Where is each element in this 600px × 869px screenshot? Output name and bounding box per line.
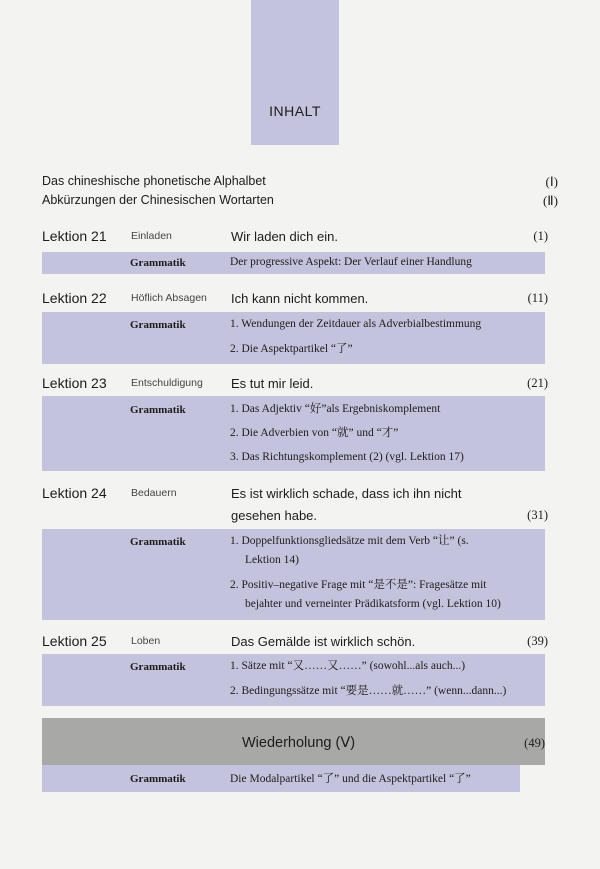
lesson-page: (39)	[527, 634, 548, 648]
grammar-item: 2. Die Aspektpartikel “了”	[230, 343, 353, 355]
grammar-label: Grammatik	[130, 536, 186, 548]
lesson-topic: Bedauern	[131, 487, 177, 499]
toc-entry-page: (Ⅰ)	[545, 174, 558, 189]
lesson-row-23	[42, 375, 548, 395]
lesson-number: Lektion 21	[42, 228, 107, 244]
grammar-item: 1. Das Adjektiv “好”als Ergebniskomplement	[230, 403, 441, 415]
lesson-title: Es tut mir leid.	[231, 376, 314, 391]
grammar-bar-21	[42, 252, 545, 274]
lesson-topic: Entschuldigung	[131, 377, 203, 389]
page-title: INHALT	[269, 103, 321, 119]
grammar-bar-25	[42, 654, 545, 706]
lesson-row-21	[42, 228, 548, 248]
review-grammar-bar	[42, 765, 520, 792]
grammar-label: Grammatik	[130, 257, 186, 269]
header-tab	[251, 0, 339, 145]
lesson-title: Wir laden dich ein.	[231, 229, 338, 244]
review-bar	[42, 718, 545, 765]
grammar-bar-22	[42, 312, 545, 364]
grammar-label: Grammatik	[130, 319, 186, 331]
grammar-bar-23	[42, 396, 545, 471]
grammar-label: Grammatik	[130, 773, 186, 785]
grammar-item: 1. Sätze mit “又……又……” (sowohl...als auch...)	[230, 660, 466, 672]
grammar-bar-24	[42, 529, 545, 620]
grammar-item: 3. Das Richtungskomplement (2) (vgl. Lektion 17)	[230, 451, 464, 463]
grammar-item: 2. Bedingungssätze mit “要是……就……” (wenn...dann...)	[230, 685, 507, 697]
lesson-row-22	[42, 290, 548, 310]
toc-entry-title: Das chineshische phonetische Alphalbet	[42, 174, 266, 188]
review-title: Wiederholung (Ⅴ)	[242, 735, 356, 751]
grammar-item: 2. Positiv–negative Frage mit “是不是”: Fragesätze mit	[230, 579, 487, 591]
lesson-title-line-2: gesehen habe.	[231, 508, 318, 523]
lesson-number: Lektion 22	[42, 290, 107, 306]
grammar-item: Die Modalpartikel “了” und die Aspektpartikel “了”	[230, 773, 471, 785]
toc-entry-abbreviations	[42, 193, 558, 211]
grammar-item-continuation: bejahter und verneinter Prädikatsform (vgl. Lektion 10)	[245, 598, 501, 610]
grammar-item-continuation: Lektion 14)	[245, 554, 299, 566]
lesson-title: Ich kann nicht kommen.	[231, 291, 369, 306]
lesson-page: (11)	[527, 291, 548, 305]
lesson-title: Das Gemälde ist wirklich schön.	[231, 634, 416, 649]
lesson-row-24	[42, 485, 548, 525]
lesson-title-line-1: Es ist wirklich schade, dass ich ihn nicht	[231, 486, 462, 501]
lesson-number: Lektion 24	[42, 485, 107, 501]
toc-entry-phonetic-alphabet	[42, 174, 558, 192]
grammar-item: 2. Die Adverbien von “就” und “才”	[230, 427, 399, 439]
lesson-topic: Loben	[131, 635, 161, 647]
lesson-page: (21)	[527, 376, 548, 390]
lesson-topic: Höflich Absagen	[131, 292, 207, 304]
lesson-number: Lektion 23	[42, 375, 107, 391]
grammar-item: 1. Doppelfunktionsgliedsätze mit dem Verb “让” (s.	[230, 535, 469, 547]
grammar-item: Der progressive Aspekt: Der Verlauf einer Handlung	[230, 256, 472, 268]
lesson-number: Lektion 25	[42, 633, 107, 649]
toc-entry-title: Abkürzungen der Chinesischen Wortarten	[42, 193, 274, 207]
review-page: (49)	[524, 736, 545, 750]
toc-entry-page: (Ⅱ)	[542, 193, 558, 208]
lesson-topic: Einladen	[131, 230, 172, 242]
grammar-label: Grammatik	[130, 404, 186, 416]
lesson-page: (1)	[533, 229, 548, 243]
lesson-page: (31)	[527, 508, 548, 522]
grammar-label: Grammatik	[130, 661, 186, 673]
grammar-item: 1. Wendungen der Zeitdauer als Adverbialbestimmung	[230, 318, 482, 330]
lesson-row-25	[42, 633, 548, 653]
